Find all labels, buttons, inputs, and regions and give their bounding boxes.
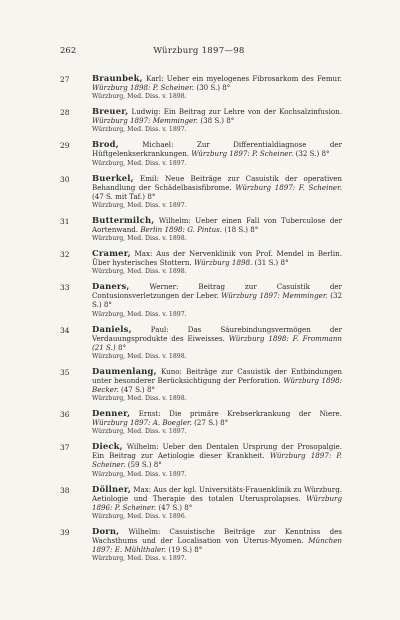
author-name: Daumenlang,	[92, 365, 157, 376]
dissertation-note: Würzburg, Med. Diss. v. 1897.	[92, 555, 187, 563]
extent: (30 S.) 8°	[196, 83, 231, 93]
publication-info: Würzburg 1898: P. Scheiner.	[92, 83, 195, 93]
entry-number: 38	[60, 485, 70, 495]
list-item	[60, 367, 342, 403]
entry-title: Karl: Ueber ein myelogenes Fibrosarkom des Femur.	[146, 74, 342, 83]
dissertation-note: Würzburg, Med. Diss. v. 1897.	[92, 159, 187, 167]
dissertation-note: Würzburg, Med. Diss. v. 1898.	[92, 93, 187, 101]
running-title: Würzburg 1897—98	[153, 46, 245, 56]
entry-title: Max: Aus der kgl. Universitäts-Frauenklinik zu Würzburg. Aetiologie und Therapie des totalen Uterusprolapses.	[92, 484, 342, 503]
entry-title: Werner: Beitrag zur Casuistik der Contusionsverletzungen der Leber.	[92, 282, 342, 301]
extent: (59 S.) 8°	[127, 460, 162, 470]
publication-info: Würzburg 1898.	[193, 258, 253, 268]
entry-number: 32	[60, 250, 70, 260]
entry-number: 33	[60, 283, 70, 293]
publication-info: Würzburg 1897: Memminger.	[221, 291, 328, 301]
author-name: Cramer,	[92, 248, 131, 259]
list-item	[60, 140, 342, 167]
dissertation-note: Würzburg, Med. Diss. v. 1897.	[92, 310, 187, 318]
author-name: Buttermilch,	[92, 214, 155, 225]
entry-number: 30	[60, 174, 70, 184]
extent: (47 S. mit Taf.) 8°	[92, 191, 156, 201]
list-item	[60, 527, 342, 563]
entry-title: Max: Aus der Nervenklinik von Prof. Mendel in Berlin. Über hysterisches Stottern.	[92, 249, 343, 268]
entry-title: Paul: Das Säurebindungsvermögen der Verdauungsprodukte des Eiweisses.	[92, 324, 342, 343]
running-header	[60, 46, 338, 56]
entry-title: Emil: Neue Beiträge zur Casuistik der operativen Behandlung der Schädelbasisfibrome.	[92, 173, 342, 192]
extent: (27 S.) 8°	[194, 418, 229, 428]
list-item	[60, 174, 342, 210]
publication-info: Würzburg 1897: P. Scheiner.	[191, 149, 294, 159]
publication-info: Würzburg 1898: Becker.	[92, 375, 342, 394]
list-item	[60, 485, 342, 521]
entry-title: Wilhelm: Ueber einen Fall von Tuberculose der Aortenwand.	[92, 215, 342, 234]
publication-info: Würzburg 1897: F. Scheiner.	[235, 182, 342, 192]
dissertation-note: Würzburg, Med. Diss. v. 1897.	[92, 201, 187, 209]
author-name: Daniels,	[92, 323, 132, 334]
extent: (31 S.) 8°	[254, 258, 289, 268]
entry-title: Wilhelm: Casuistische Beiträge zur Kenntniss des Wachsthums und der Localisation von Uterus-Myomen.	[92, 526, 342, 545]
extent: 8°	[117, 342, 127, 352]
dissertation-note: Würzburg, Med. Diss. v. 1897.	[92, 428, 187, 436]
dissertation-note: Würzburg, Med. Diss. v. 1898.	[92, 352, 187, 360]
extent: (38 S.) 8°	[200, 116, 235, 126]
author-name: Brod,	[92, 139, 119, 150]
entry-number: 39	[60, 527, 70, 537]
dissertation-note: Würzburg, Med. Diss. v. 1898.	[92, 235, 187, 243]
publication-info: Würzburg 1897: Memminger.	[92, 116, 199, 126]
extent: (32 S.) 8°	[295, 149, 330, 159]
author-name: Buerkel,	[92, 172, 134, 183]
list-item	[60, 442, 342, 478]
publication-info: Würzburg 1896: P. Scheiner.	[92, 493, 342, 512]
entry-number: 31	[60, 216, 70, 226]
author-name: Breuer,	[92, 106, 129, 117]
list-item	[60, 409, 342, 436]
entry-number: 29	[60, 141, 70, 151]
dissertation-note: Würzburg, Med. Diss. v. 1897.	[92, 470, 187, 478]
publication-info: Würzburg 1897: A. Boegler.	[92, 418, 192, 428]
page-number: 262	[60, 46, 77, 56]
entry-title: Kuno: Beiträge zur Casuistik der Entbindungen unter besonderer Berücksichtigung der Perforation.	[92, 366, 342, 385]
dissertation-note: Würzburg, Med. Diss. v. 1898.	[92, 395, 187, 403]
entry-title: Ernst: Die primäre Krebserkrankung der Niere.	[138, 409, 342, 419]
publication-info: Berlin 1898: G. Pintus.	[140, 224, 223, 234]
author-name: Döllner,	[92, 483, 131, 494]
author-name: Dorn,	[92, 525, 120, 536]
list-item	[60, 216, 342, 243]
author-name: Daners,	[92, 281, 130, 292]
dissertation-note: Würzburg, Med. Diss. v. 1896.	[92, 512, 187, 520]
entry-number: 27	[60, 75, 70, 84]
list-item	[60, 74, 342, 101]
entry-number: 37	[60, 443, 70, 453]
author-name: Braunbek,	[92, 73, 143, 83]
extent: (47 S.) 8°	[121, 384, 156, 394]
list-item	[60, 282, 342, 318]
dissertation-note: Würzburg, Med. Diss. v. 1898.	[92, 268, 187, 276]
list-item	[60, 249, 342, 276]
extent: (47 S.) 8°	[158, 502, 193, 512]
publication-info: München 1897: E. Mühlthaler.	[92, 535, 342, 554]
extent: (32 S.) 8°	[92, 291, 342, 310]
dissertation-list	[60, 74, 342, 569]
entry-title: Michael: Zur Differentialdiagnose der Hüftgelenkserkrankungen.	[92, 140, 342, 159]
list-item	[60, 107, 342, 134]
entry-number: 35	[60, 367, 70, 377]
author-name: Denner,	[92, 408, 131, 419]
entry-title: Wilhelm: Ueber den Dentalen Ursprung der Prosopalgie. Ein Beitrag zur Aetiologie dieser Krankheit.	[92, 442, 342, 461]
entry-title: Ludwig: Ein Beitrag zur Lehre von der Kochsalzinfusion.	[131, 107, 342, 117]
author-name: Dieck,	[92, 441, 123, 452]
dissertation-note: Würzburg, Med. Diss. v. 1897.	[92, 126, 187, 134]
entry-number: 34	[60, 325, 70, 335]
entry-number: 28	[60, 108, 70, 118]
extent: (18 S.) 8°	[224, 224, 259, 234]
publication-info: Würzburg 1897: P. Scheiner.	[92, 451, 342, 470]
publication-info: Würzburg 1898: F. Frommann (21 S.)	[92, 333, 342, 352]
extent: (19 S.) 8°	[168, 545, 203, 554]
entry-number: 36	[60, 410, 70, 420]
list-item	[60, 325, 342, 361]
